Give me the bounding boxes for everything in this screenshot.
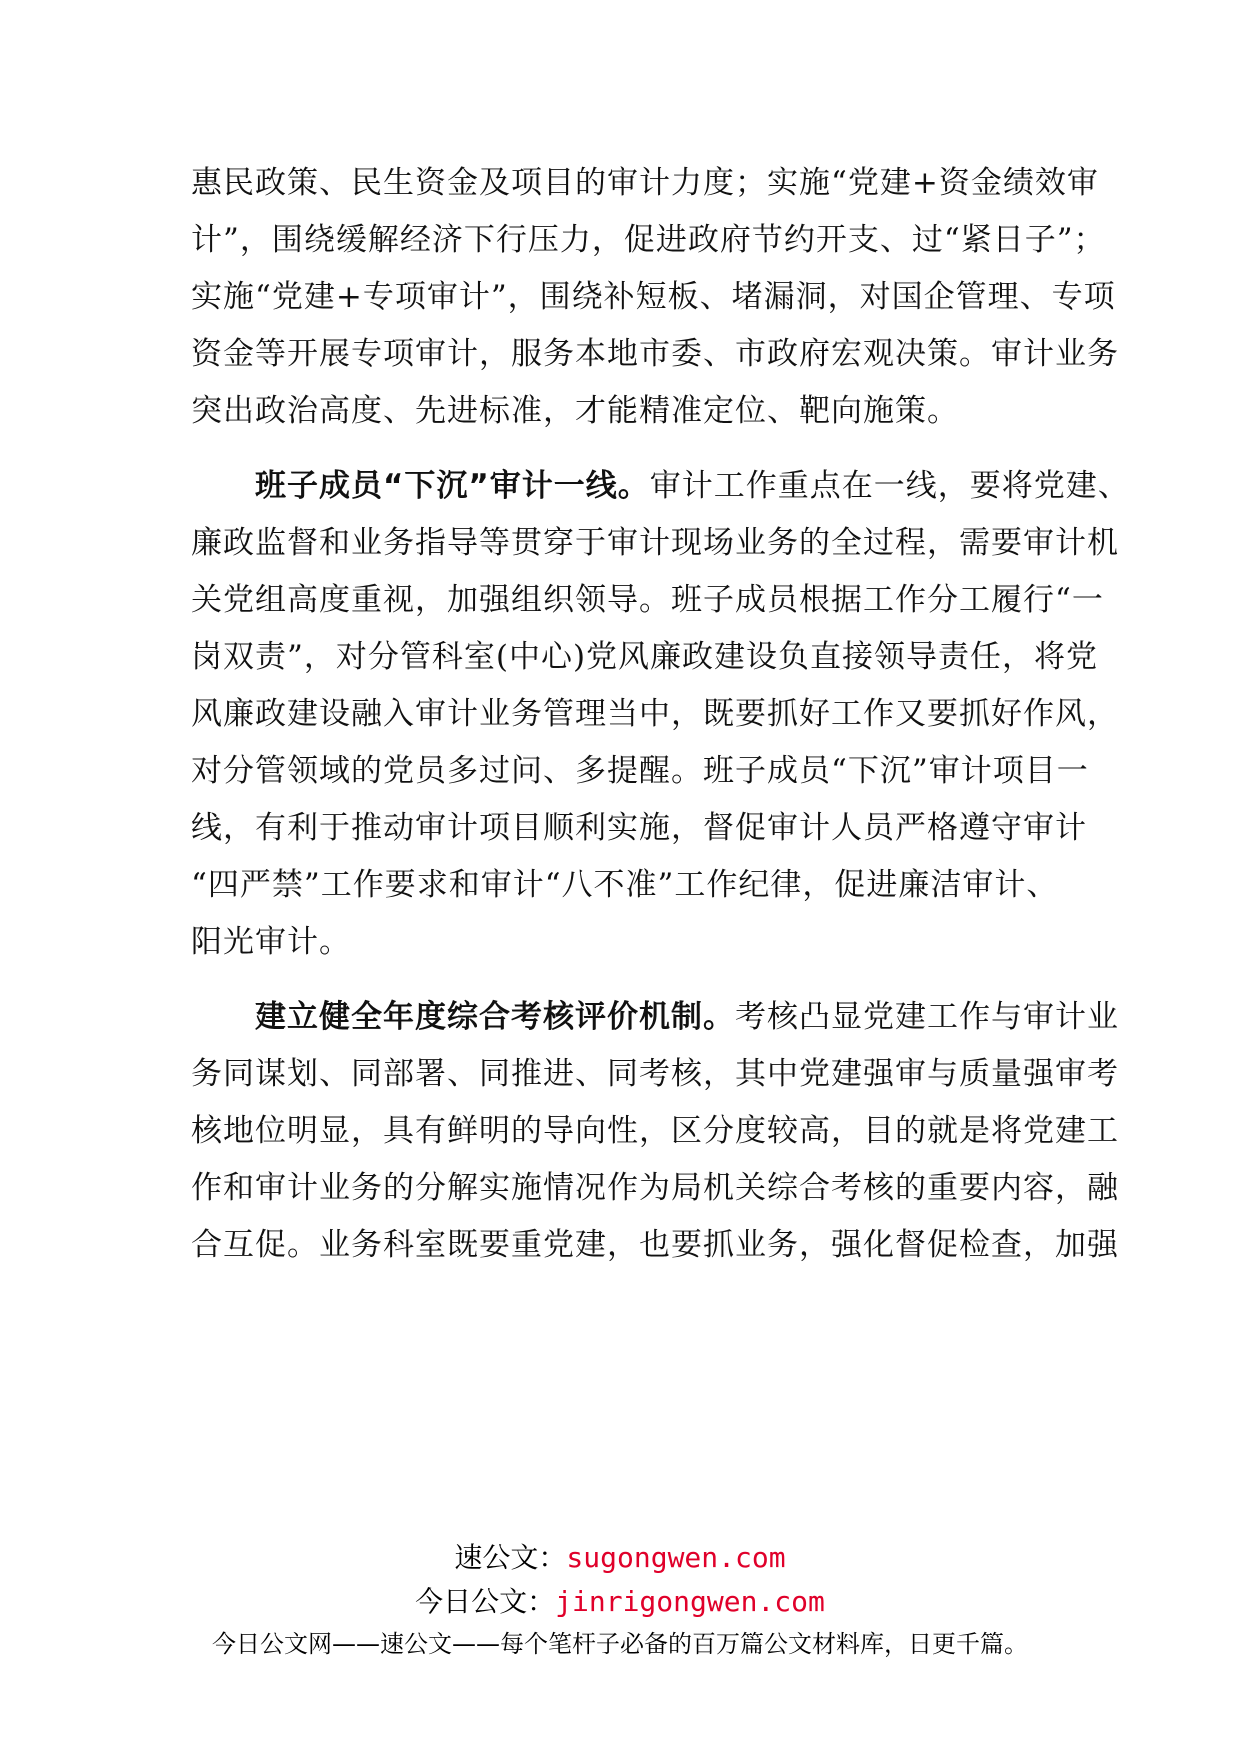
paragraph-line: 关党组高度重视，加强组织领导。班子成员根据工作分工履行“一	[191, 582, 1104, 618]
section-heading: 建立健全年度综合考核评价机制。	[255, 999, 735, 1035]
paragraph-line: 线，有利于推动审计项目顺利实施，督促审计人员严格遵守审计	[191, 810, 1087, 846]
paragraph-text: 审计工作重点在一线，要将党建、	[649, 468, 1130, 504]
footer-slogan: 今日公文网——速公文——每个笔杆子必备的百万篇公文材料库，日更千篇。	[212, 1630, 1028, 1658]
paragraph-first-line	[255, 997, 1119, 1037]
paragraph-line: 合互促。业务科室既要重党建，也要抓业务，强化督促检查，加强	[191, 1227, 1119, 1263]
paragraph-line: 核地位明显，具有鲜明的导向性，区分度较高，目的就是将党建工	[191, 1113, 1119, 1149]
paragraph-line: 实施“党建+专项审计”，围绕补短板、堵漏洞，对国企管理、专项	[191, 279, 1116, 315]
paragraph-line: 风廉政建设融入审计业务管理当中，既要抓好工作又要抓好作风，	[191, 696, 1119, 732]
paragraph-line: “四严禁”工作要求和审计“八不准”工作纪律，促进廉洁审计、	[191, 867, 1059, 903]
footer-label: 今日公文：	[415, 1585, 556, 1618]
paragraph-line: 作和审计业务的分解实施情况作为局机关综合考核的重要内容，融	[191, 1170, 1119, 1206]
footer-line-sugongwen	[0, 1540, 1240, 1576]
footer-line-jinrigongwen	[0, 1584, 1240, 1620]
paragraph-line: 阳光审计。	[191, 924, 351, 960]
paragraph-line: 廉政监督和业务指导等贯穿于审计现场业务的全过程，需要审计机	[191, 525, 1119, 561]
paragraph-line: 对分管领域的党员多过问、多提醒。班子成员“下沉”审计项目一	[191, 753, 1089, 789]
paragraph-first-line	[255, 466, 1130, 506]
footer-link-jinrigongwen[interactable]: jinrigongwen.com	[555, 1585, 825, 1618]
paragraph-line: 计”，围绕缓解经济下行压力，促进政府节约开支、过“紧日子”；	[191, 222, 1106, 258]
paragraph-line: 岗双责”，对分管科室(中心)党风廉政建设负直接领导责任，将党	[191, 639, 1099, 675]
paragraph-line: 资金等开展专项审计，服务本地市委、市政府宏观决策。审计业务	[191, 336, 1119, 372]
section-heading: 班子成员“下沉”审计一线。	[255, 468, 650, 504]
paragraph-text: 考核凸显党建工作与审计业	[735, 999, 1119, 1035]
paragraph-line: 务同谋划、同部署、同推进、同考核，其中党建强审与质量强审考	[191, 1056, 1119, 1092]
footer-link-sugongwen[interactable]: sugongwen.com	[566, 1541, 786, 1574]
footer-label: 速公文：	[454, 1541, 567, 1574]
paragraph-line: 惠民政策、民生资金及项目的审计力度；实施“党建+资金绩效审	[191, 165, 1099, 201]
paragraph-line: 突出政治高度、先进标准，才能精准定位、靶向施策。	[191, 393, 959, 429]
